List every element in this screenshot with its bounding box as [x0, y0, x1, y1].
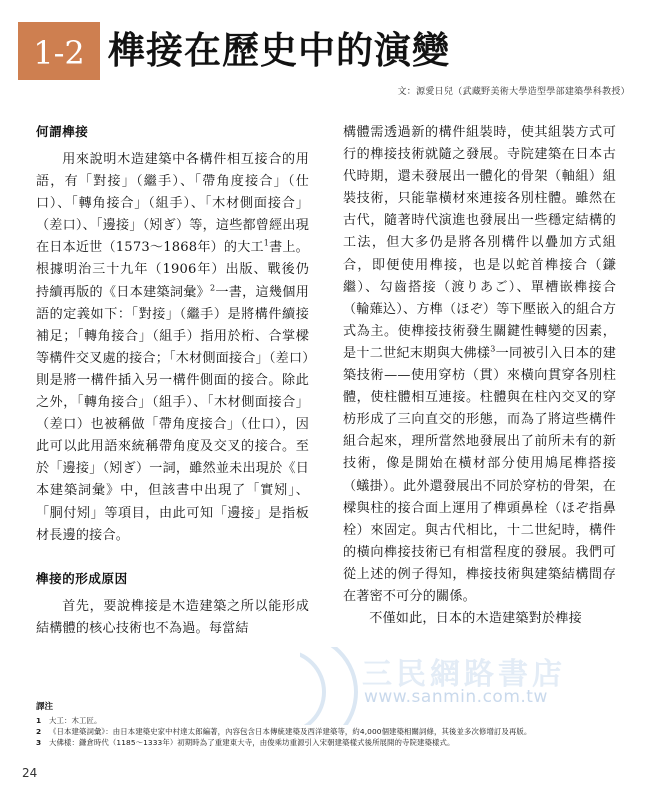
paragraph-right-1 — [343, 122, 616, 608]
footnote-text: 《日本建築詞彙》：由日本建築史家中村達太郎編著，內容包含日本傳統建築及西洋建築等，約4,000個建築相關詞條，其後並多次修增訂及再版。 — [49, 726, 532, 736]
paragraph-left-1-part-b: 書上。根據明治三十九年（1906年）出版、戰後仍持續再版的《日本建築詞彙》 — [36, 240, 309, 300]
right-column — [343, 122, 616, 682]
paragraph-left-2: 首先，要說榫接是木造建築之所以能形成結構體的核心技術也不為過。每當結 — [36, 598, 309, 636]
paragraph-left-1-part-a: 用來說明木造建築中各構件相互接合的用語，有「對接」（繼手）、「帶角度接合」（仕口）、「轉角接合」（組手）、「木材側面接合」（差口）、「邊接」（矧ぎ）等，這些都曾經出現在日本近世（1573～1868年）的大工 — [36, 152, 309, 256]
section-heading-what-is-joinery: 何謂榫接 — [36, 124, 89, 139]
page-title: 榫接在歷史中的演變 — [108, 28, 450, 72]
footnote-item — [36, 726, 636, 737]
section-number: 1-2 — [33, 34, 85, 72]
footnote-text: 大佛樣：鎌倉時代（1185～1333年）初期時為了重建東大寺，由俊乘坊重源引入宋朝建築樣式後所展開的寺院建築樣式。 — [49, 737, 455, 747]
footnotes-section — [36, 700, 636, 748]
section-heading-formation-reason: 榫接的形成原因 — [36, 570, 128, 586]
paragraph-right-1-part-b: 一同被引入日本的建築技術——使用穿枋（貫）來橫向貫穿各別柱體，使柱體相互連接。柱體與在柱內交叉的穿枋形成了三向直交的形態，而為了將這些構件組合起來，理所當然地發展出了前所未有的新技術，像是開始在橫材部分使用鳩尾榫搭接（蟻掛）。此外還發展出不同於穿枋的骨架，在樑與柱的接合面上運用了榫頭鼻栓（ほぞ指鼻栓）來固定。與古代相比，十二世紀時，構件的橫向榫接技術已有相當程度的發展。我們可從上述的例子得知，榫接技術與建築結構間存在著密不可分的關係。 — [343, 345, 616, 604]
paragraph-right-2: 不僅如此，日本的木造建築對於榫接 — [369, 611, 582, 627]
left-column — [36, 122, 309, 682]
footnote-number: 2 — [36, 726, 42, 736]
article-columns — [36, 122, 616, 682]
footnote-number: 3 — [36, 737, 42, 747]
footnote-number: 1 — [36, 715, 42, 725]
footnote-ref-1[interactable]: 1 — [263, 239, 270, 249]
page-header — [18, 22, 632, 97]
paragraph-left-1-part-c: 一書，這幾個用語的定義如下：「對接」（繼手）是將構件續接補足；「轉角接合」（組手）指用於桁、合掌樑等構件交叉處的接合；「木材側面接合」（差口）則是將一構件插入另一構件側面的接合。除此之外，「轉角接合」（組手）、「木材側面接合」（差口）也被稱做「帶角度接合」（仕口），因此可以此用語來統稱帶角度及交叉的接合。至於「邊接」（矧ぎ）一詞，雖然並未出現於《日本建築詞彙》中，但該書中出現了「實矧」、「胴付矧」等項目，由此可知「邊接」是指板材長邊的接合。 — [36, 284, 309, 543]
footnote-ref-2[interactable]: 2 — [210, 283, 216, 293]
footnote-item — [36, 715, 636, 726]
author-byline: 文：源愛日兒（武藏野美術大學造型學部建築學科教授） — [397, 87, 630, 97]
paragraph-right-1-part-a: 構體需透過新的構件組裝時，使其組裝方式可行的榫接技術就隨之發展。寺院建築在日本古代時期，還未發展出一體化的骨架（軸組）組裝技術，只能靠橫材來連接各別柱體。雖然在古代，隨著時代演進也發展出一些穩定結構的工法，但大多仍是將各別構件以疊加方式組合，即便使用榫接，也是以蛇首榫接合（鎌繼）、勾齒搭接（渡りあご）、單槽嵌榫接合（輪薙込）、方榫（ほぞ）等下壓嵌入的組合方式為主。使榫接技術發生關鍵性轉變的因素，是十二世紀末期與大佛樣 — [343, 125, 616, 361]
watermark-url: www.sanmin.com.tw — [364, 687, 548, 707]
page-number: 24 — [22, 766, 38, 780]
footnotes-title: 譯注 — [36, 702, 54, 712]
footnote-ref-3[interactable]: 3 — [490, 344, 496, 354]
watermark-brand: 三民網路書店 — [362, 657, 566, 692]
footnote-item — [36, 737, 636, 748]
footnote-text: 大工：木工匠。 — [49, 715, 102, 725]
paragraph-left-1 — [36, 149, 309, 547]
